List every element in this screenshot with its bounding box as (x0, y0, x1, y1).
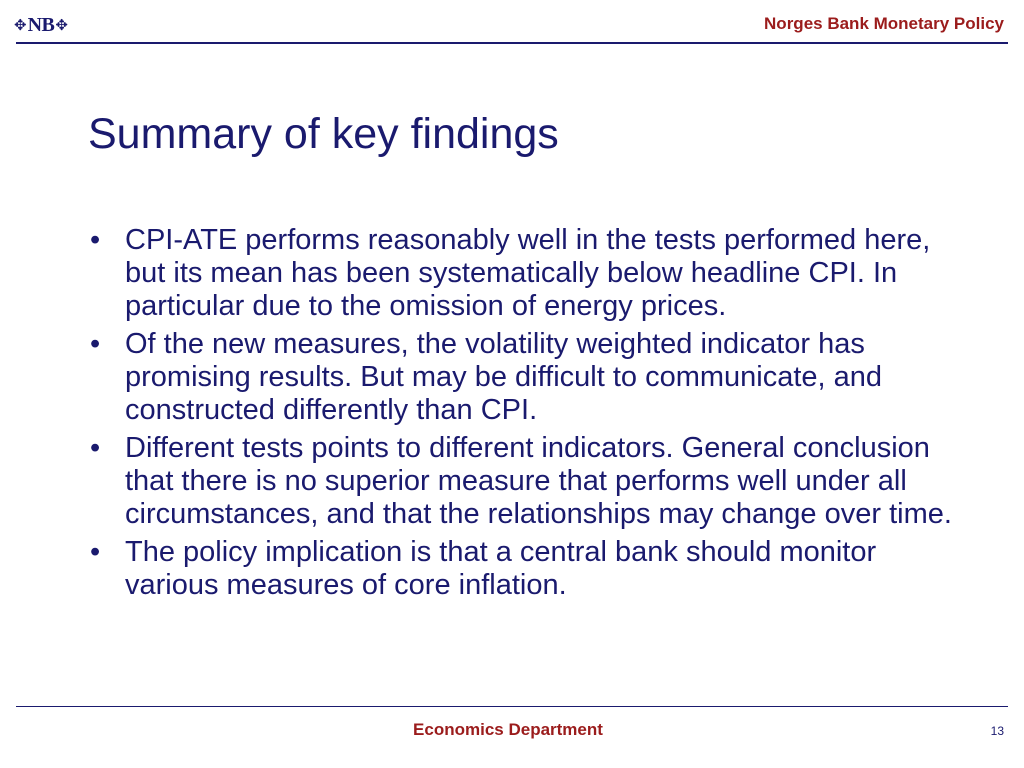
logo-ornament-right-icon: ✥ (55, 16, 68, 34)
bullet-icon: • (90, 328, 101, 360)
bullet-list (88, 224, 968, 607)
bullet-text: Of the new measures, the volatility weighted indicator has promising results. But may be difficult to communicate, and constructed differently than CPI. (125, 328, 883, 426)
norges-bank-logo (14, 12, 68, 38)
slide-title: Summary of key findings (88, 110, 559, 158)
bullet-text: Different tests points to different indicators. General conclusion that there is no superior measure that performs well under all circumstances, and that the relationships may change over time. (125, 432, 952, 530)
bullet-item (88, 536, 968, 602)
bullet-icon: • (90, 536, 101, 568)
bullet-item (88, 224, 968, 323)
bullet-text: The policy implication is that a central bank should monitor various measures of core inflation. (125, 536, 877, 601)
header-divider (16, 42, 1008, 44)
header-title: Norges Bank Monetary Policy (764, 14, 1004, 33)
bullet-icon: • (90, 224, 101, 256)
page-number: 13 (990, 724, 1004, 738)
bullet-icon: • (90, 432, 101, 464)
footer-department: Economics Department (413, 720, 603, 739)
logo-ornament-left-icon: ✥ (14, 16, 27, 34)
bullet-text: CPI-ATE performs reasonably well in the tests performed here, but its mean has been systematically below headline CPI. In particular due to the omission of energy prices. (125, 224, 931, 322)
bullet-item (88, 432, 968, 531)
footer-divider (16, 706, 1008, 707)
bullet-item (88, 328, 968, 427)
logo-text: NB (27, 14, 55, 36)
